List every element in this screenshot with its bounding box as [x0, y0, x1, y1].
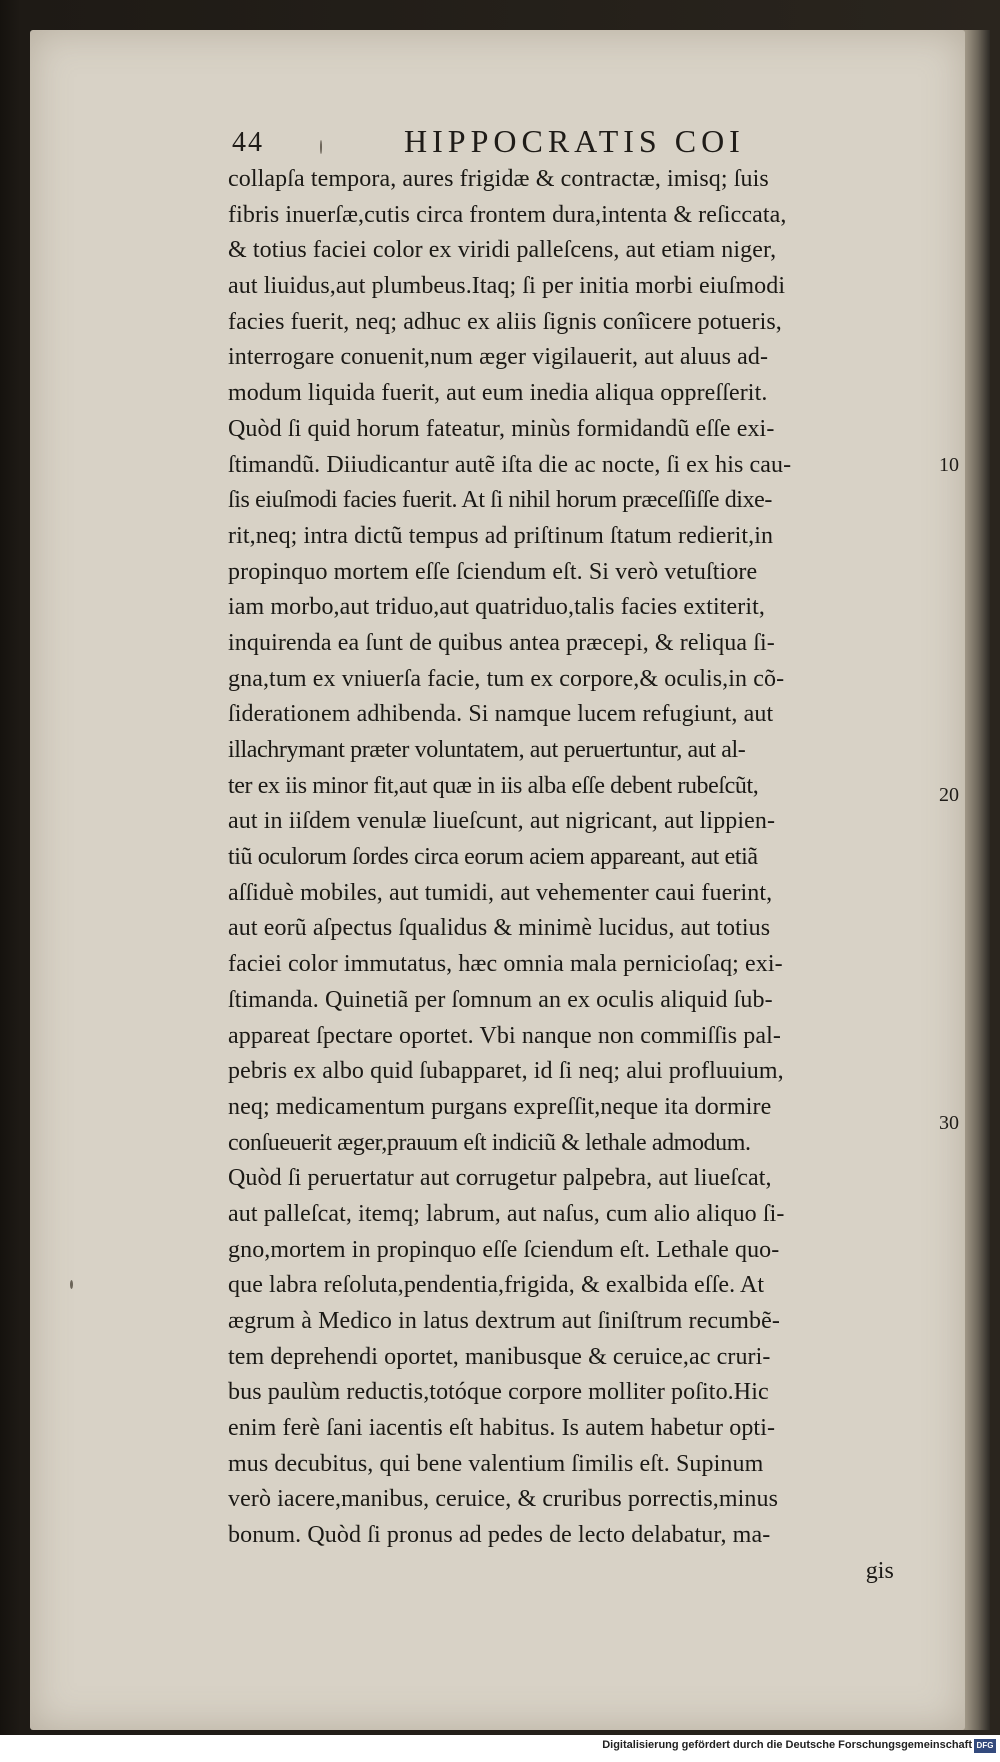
ink-speck	[70, 1280, 73, 1289]
text-line: mus decubitus, qui bene valentium ſimilis eſt. Supinum	[228, 1450, 764, 1477]
text-line: inquirenda ea ſunt de quibus antea præcepi, & reliqua ſi-	[228, 629, 775, 656]
catchword: gis	[865, 1557, 894, 1584]
text-line: neq; medicamentum purgans expreſſit,neque ita dormire	[228, 1093, 772, 1120]
text-line: aſſiduè mobiles, aut tumidi, aut vehementer caui fuerint,	[228, 879, 773, 906]
text-line: enim ferè ſani iacentis eſt habitus. Is autem habetur opti-	[228, 1415, 776, 1442]
running-title: HIPPOCRATIS COI	[404, 123, 745, 159]
text-line: appareat ſpectare oportet. Vbi nanque non commiſſis pal-	[228, 1022, 781, 1049]
text-line: gno,mortem in propinquo eſſe ſciendum eſt. Lethale quo-	[228, 1236, 780, 1263]
text-line: Quòd ſi peruertatur aut corrugetur palpebra, aut liueſcat,	[228, 1165, 772, 1192]
margin-line-number: 10	[939, 454, 959, 476]
text-line: collapſa tempora, aures frigidæ & contractæ, imisq; ſuis	[228, 166, 769, 192]
text-line: ter ex iis minor fit,aut quæ in iis alba eſſe debent rubeſcũt,	[228, 772, 759, 799]
text-line: aut palleſcat, itemq; labrum, aut naſus, cum alio aliquo ſi-	[228, 1200, 785, 1227]
text-line: facies fuerit, neq; adhuc ex aliis ſignis conîicere potueris,	[228, 308, 782, 335]
text-line: tiũ oculorum ſordes circa eorum aciem appareant, aut etiã	[228, 844, 758, 871]
text-line: ſis eiuſmodi facies fuerit. At ſi nihil horum præceſſiſſe dixe-	[228, 487, 773, 514]
text-line: bonum. Quòd ſi pronus ad pedes de lecto delabatur, ma-	[228, 1522, 771, 1549]
margin-line-number: 20	[939, 784, 959, 806]
body-text	[228, 162, 918, 1590]
text-line: iam morbo,aut triduo,aut quatriduo,talis facies extiterit,	[228, 594, 765, 621]
text-line: conſueuerit æger,prauum eſt indiciũ & lethale admodum.	[228, 1129, 751, 1156]
text-line: gna,tum ex vniuerſa facie, tum ex corpore,& oculis,in cõ-	[228, 665, 785, 692]
text-line: interrogare conuenit,num æger vigilauerit, aut aluus ad-	[228, 344, 769, 371]
footer-credit: Digitalisierung gefördert durch die Deutsche Forschungsgemeinschaft	[602, 1739, 972, 1751]
text-line: ſtimanda. Quinetiã per ſomnum an ex oculis aliquid ſub-	[228, 986, 773, 1013]
dfg-logo-icon: DFG	[974, 1739, 996, 1753]
text-line: que labra reſoluta,pendentia,frigida, & exalbida eſſe. At	[228, 1272, 765, 1299]
text-line: propinquo mortem eſſe ſciendum eſt. Si verò vetuſtiore	[228, 558, 758, 585]
margin-line-number: 30	[939, 1112, 959, 1134]
text-line: aut liuidus,aut plumbeus.Itaq; ſi per initia morbi eiuſmodi	[228, 273, 786, 300]
text-line: illachrymant præter voluntatem, aut peruertuntur, aut al-	[228, 737, 746, 763]
text-line: ſiderationem adhibenda. Si namque lucem refugiunt, aut	[228, 701, 774, 728]
text-line: faciei color immutatus, hæc omnia mala pernicioſaq; exi-	[228, 951, 783, 978]
text-line: rit,neq; intra dictũ tempus ad priſtinum ſtatum redierit,in	[228, 522, 774, 549]
text-line: ægrum à Medico in latus dextrum aut ſiniſtrum recumbẽ-	[228, 1308, 780, 1334]
text-line: ſtimandũ. Diiudicantur autẽ iſta die ac nocte, ſi ex his cau-	[228, 451, 792, 478]
text-line: pebris ex albo quid ſubapparet, id ſi neq; alui profluuium,	[228, 1058, 784, 1085]
text-line: & totius faciei color ex viridi palleſcens, aut etiam niger,	[228, 237, 777, 264]
page-header	[232, 123, 792, 163]
digitization-footer	[0, 1735, 1000, 1762]
page-number: 44	[232, 127, 264, 158]
text-line: aut in iiſdem venulæ liueſcunt, aut nigricant, aut lippien-	[228, 808, 776, 835]
text-line: modum liquida fuerit, aut eum inedia aliqua oppreſſerit.	[228, 380, 768, 407]
text-line: fibris inuerſæ,cutis circa frontem dura,intenta & reſiccata,	[228, 201, 787, 228]
text-line: Quòd ſi quid horum fateatur, minùs formidandũ eſſe exi-	[228, 415, 775, 442]
text-line: aut eorũ aſpectus ſqualidus & minimè lucidus, aut totius	[228, 915, 771, 942]
text-line: verò iacere,manibus, ceruice, & cruribus porrectis,minus	[228, 1486, 779, 1513]
text-line: bus paulùm reductis,totóque corpore molliter poſito.Hic	[228, 1379, 769, 1406]
text-line: tem deprehendi oportet, manibusque & ceruice,ac cruri-	[228, 1343, 771, 1370]
